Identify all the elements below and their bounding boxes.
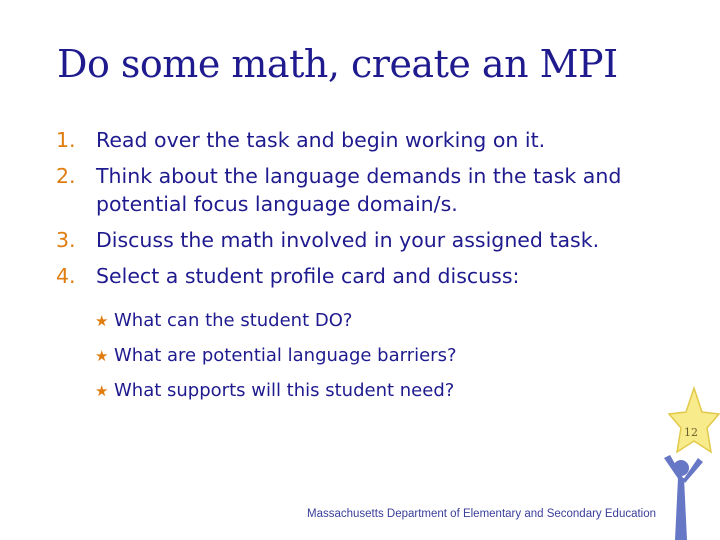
list-number: 4.: [56, 264, 76, 288]
list-number: 3.: [56, 228, 76, 252]
list-item-text: Read over the task and begin working on it.: [96, 128, 546, 152]
list-item: [56, 126, 676, 154]
numbered-list: [56, 126, 676, 298]
sub-list-item: [95, 378, 655, 413]
slide-title: Do some math, create an MPI: [57, 42, 618, 86]
star-bullet-icon: ★: [95, 312, 109, 330]
list-item-text: Think about the language demands in the task and potential focus language domain/s.: [96, 164, 622, 216]
person-figure-icon: [664, 455, 703, 540]
star-bullet-icon: ★: [95, 382, 109, 400]
list-item: [56, 262, 676, 290]
list-number: 2.: [56, 164, 76, 188]
footer-text: Massachusetts Department of Elementary and Secondary Education: [307, 508, 657, 520]
star-figure-icon: [640, 386, 720, 540]
star-shape: [669, 388, 719, 452]
star-bullet-icon: ★: [95, 347, 109, 365]
sub-list: [95, 308, 655, 413]
sub-list-item-text: What are potential language barriers?: [114, 345, 457, 366]
list-item: [56, 162, 676, 218]
list-number: 1.: [56, 128, 76, 152]
sub-list-item: [95, 343, 655, 378]
list-item: [56, 226, 676, 254]
sub-list-item-text: What can the student DO?: [114, 310, 353, 331]
sub-list-item: [95, 308, 655, 343]
list-item-text: Select a student profile card and discuss:: [96, 264, 520, 288]
list-item-text: Discuss the math involved in your assigned task.: [96, 228, 600, 252]
sub-list-item-text: What supports will this student need?: [114, 380, 455, 401]
page-number: 12: [684, 426, 698, 439]
